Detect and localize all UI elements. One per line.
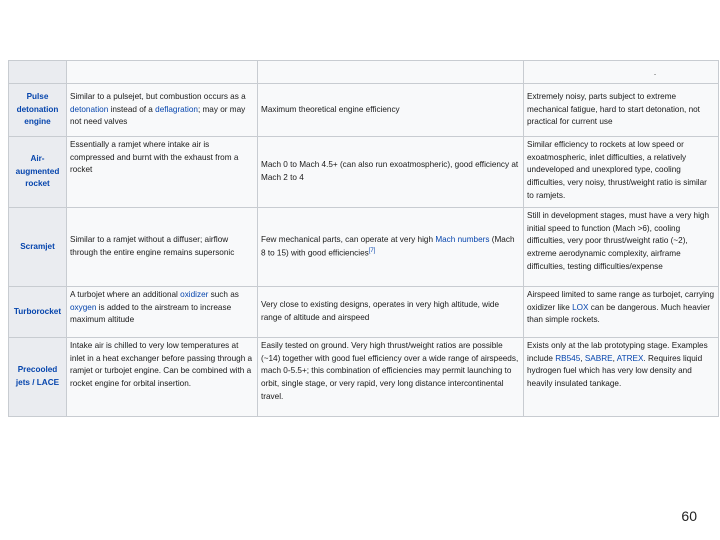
engine-name-turborocket[interactable]: Turborocket [9,287,67,338]
table-cell [524,61,719,84]
table-row [9,287,719,338]
engine-advantages: Very close to existing designs, operates in very high altitude, wide range of altitude and airspeed [258,287,524,338]
engine-disadvantages [524,287,719,338]
propulsion-comparison-table-container [8,60,718,417]
link-lox[interactable]: LOX [572,302,589,312]
link-oxidizer[interactable]: oxidizer [180,290,209,299]
link-mach-numbers[interactable]: Mach numbers [435,234,490,244]
link-atrex[interactable]: ATREX [616,353,644,363]
engine-description: Intake air is chilled to very low temperatures at inlet in a heat exchanger before passing through a ramjet or turbojet engine. Can be combined with a rocket engine for orbital insertion. [67,338,258,417]
engine-advantages: Easily tested on ground. Very high thrust/weight ratios are possible (~14) together with good fuel efficiency over a wide range of airspeeds, mach 0-5.5+; this combination of efficiencies may permit launching to orbit, single stage, or very rapid, very long distance intercontinental travel. [258,338,524,417]
link-detonation[interactable]: detonation [70,104,109,114]
engine-disadvantages [524,338,719,417]
engine-advantages: Mach 0 to Mach 4.5+ (can also run exoatmospheric), good efficiency at Mach 2 to 4 [258,137,524,208]
engine-description [67,287,258,338]
engine-advantages: Maximum theoretical engine efficiency [258,84,524,137]
cell-fragment: . [653,68,657,77]
table-cell [9,61,67,84]
page-number: 60 [681,508,697,524]
engine-disadvantages: Extremely noisy, parts subject to extreme mechanical fatigue, hard to start detonation, not practical for current use [524,84,719,137]
text-segment: can be dangerous. Much heavier than simple rockets. [527,302,710,325]
text-segment: such as [208,290,239,299]
engine-description: Essentially a ramjet where intake air is compressed and burnt with the exhaust from a rocket [67,137,258,208]
engine-disadvantages: Still in development stages, must have a very high initial speed to function (Mach >6), cooling difficulties, very poor thrust/weight ratio (~2), extreme aerodynamic complexity, airframe difficulties, testing difficulties/expense [524,208,719,287]
table-cell [258,61,524,84]
text-segment: Few mechanical parts, can operate at very high [261,234,436,244]
engine-description: Similar to a ramjet without a diffuser; airflow through the entire engine remains supersonic [67,208,258,287]
citation-link[interactable]: [7] [368,247,376,254]
propulsion-comparison-table [8,60,719,417]
engine-name-precooled-jets-lace[interactable]: Precooled jets / LACE [9,338,67,417]
text-segment: is added to the airstream to increase maximum altitude [70,302,232,325]
table-row [9,84,719,137]
text-segment: , [580,353,585,363]
engine-description [67,84,258,137]
engine-disadvantages: Similar efficiency to rockets at low speed or exoatmospheric, inlet difficulties, a relatively undeveloped and unexplored type, cooling difficulties, very noisy, thrust/weight ratio is similar to ramjets. [524,137,719,208]
text-segment: instead of a [108,104,156,114]
engine-name-scramjet[interactable]: Scramjet [9,208,67,287]
link-oxygen[interactable]: oxygen [70,302,97,312]
link-rb545[interactable]: RB545 [555,353,581,363]
table-row [9,208,719,287]
link-sabre[interactable]: SABRE [584,353,613,363]
engine-advantages [258,208,524,287]
text-segment: (Mach 8 to 15) with good efficiencies [261,234,515,258]
engine-name-pulse-detonation[interactable]: Pulse detonation engine [9,84,67,137]
text-segment: ; may or may not need valves [70,104,246,127]
text-segment: A turbojet where an additional [70,290,181,299]
text-segment: , [612,353,617,363]
table-cell [67,61,258,84]
table-row-partial [9,61,719,84]
text-segment: Similar to a pulsejet, but combustion occurs as a [70,91,246,101]
table-row [9,137,719,208]
link-deflagration[interactable]: deflagration [155,104,198,114]
text-segment: Airspeed limited to same range as turbojet, carrying oxidizer like [527,290,715,312]
engine-name-air-augmented-rocket[interactable]: Air-augmented rocket [9,137,67,208]
text-segment: Exists only at the lab prototyping stage. Examples include [527,341,708,363]
text-segment: . Requires liquid hydrogen fuel which has very low density and heavily insulated tankage. [527,353,703,389]
table-row [9,338,719,417]
